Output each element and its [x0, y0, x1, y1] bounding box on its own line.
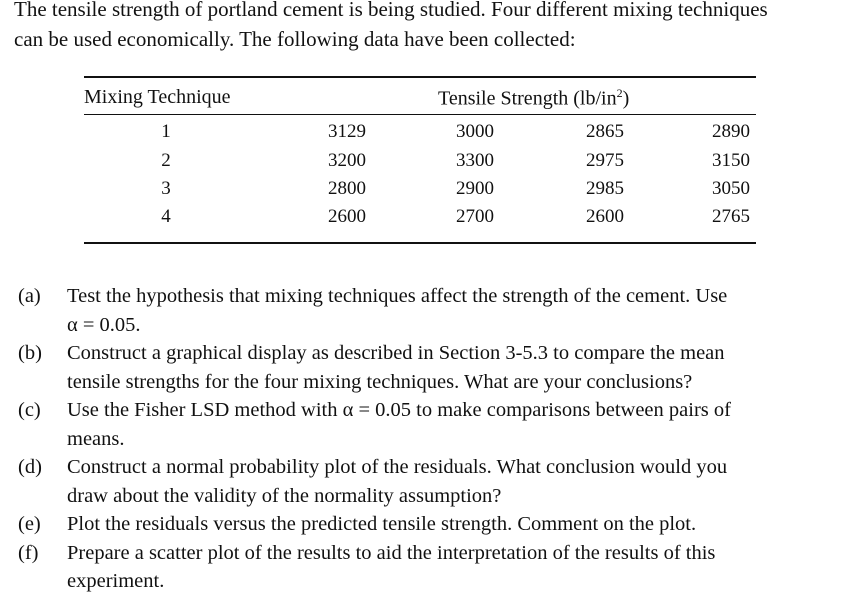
question-label: (d) — [18, 456, 42, 478]
question-label: (c) — [18, 399, 41, 421]
intro-line-1: The tensile strength of portland cement is being studied. Four different mixing techniques — [14, 0, 768, 21]
question-label: (a) — [18, 285, 41, 307]
question-label: (b) — [18, 342, 42, 364]
technique-cell: 2 — [161, 150, 171, 171]
question-text — [67, 396, 848, 453]
strength-cell: 2800 — [328, 178, 366, 199]
technique-cell: 1 — [161, 121, 171, 142]
table-row — [84, 121, 756, 149]
question-line: Construct a normal probability plot of the residuals. What conclusion would you — [67, 456, 728, 478]
strength-cell: 2700 — [456, 206, 494, 227]
table-header-rule — [84, 114, 756, 115]
strength-cell: 2900 — [456, 178, 494, 199]
question-text — [67, 282, 848, 339]
question-line: draw about the validity of the normality assumption? — [67, 484, 502, 507]
question-line: α = 0.05. — [67, 313, 141, 336]
question-line: Prepare a scatter plot of the results to aid the interpretation of the results of this — [67, 541, 716, 564]
question-line: Test the hypothesis that mixing techniques affect the strength of the cement. Use — [67, 285, 728, 307]
table-row — [84, 206, 756, 234]
header-tensile-strength — [438, 86, 629, 111]
question-c — [18, 396, 848, 453]
strength-cell: 2600 — [328, 206, 366, 227]
question-d — [18, 453, 848, 510]
technique-cell: 3 — [161, 178, 171, 199]
table-bottom-rule — [84, 242, 756, 244]
question-a — [18, 282, 848, 339]
strength-cell: 2600 — [586, 206, 624, 227]
intro-line-2: can be used economically. The following data have been collected: — [14, 27, 576, 51]
question-text — [67, 453, 848, 510]
question-line: experiment. — [67, 570, 165, 592]
header-mixing-technique: Mixing Technique — [84, 86, 231, 108]
table-row — [84, 178, 756, 206]
question-label: (e) — [18, 513, 41, 535]
strength-cell: 3150 — [712, 150, 750, 171]
question-line: tensile strengths for the four mixing techniques. What are your conclusions? — [67, 370, 693, 393]
question-e — [18, 510, 848, 539]
question-line: means. — [67, 427, 125, 450]
question-line: Construct a graphical display as described in Section 3-5.3 to compare the mean — [67, 342, 725, 364]
question-f — [18, 539, 848, 596]
header-strength-close: ) — [622, 87, 630, 110]
question-line: Use the Fisher LSD method with α = 0.05 to make comparisons between pairs of — [67, 399, 731, 421]
technique-cell: 4 — [161, 206, 171, 227]
header-strength-text: Tensile Strength (lb/in — [438, 87, 617, 110]
strength-cell: 2865 — [586, 121, 624, 142]
strength-cell: 2890 — [712, 121, 750, 142]
strength-cell: 2765 — [712, 206, 750, 227]
question-b — [18, 339, 848, 396]
strength-cell: 3200 — [328, 150, 366, 171]
strength-cell: 3300 — [456, 150, 494, 171]
question-text — [67, 539, 848, 596]
table-top-rule — [84, 76, 756, 78]
strength-cell: 2985 — [586, 178, 624, 199]
problem-statement — [14, 0, 854, 54]
question-line: Plot the residuals versus the predicted tensile strength. Comment on the plot. — [67, 513, 697, 535]
strength-cell: 3000 — [456, 121, 494, 142]
strength-cell: 2975 — [586, 150, 624, 171]
question-label: (f) — [18, 541, 39, 564]
question-list — [18, 282, 848, 596]
strength-cell: 3129 — [328, 121, 366, 142]
question-text — [67, 510, 848, 539]
question-text — [67, 339, 848, 396]
header-strength-exponent: 2 — [616, 86, 623, 100]
strength-cell: 3050 — [712, 178, 750, 199]
table-row — [84, 150, 756, 178]
